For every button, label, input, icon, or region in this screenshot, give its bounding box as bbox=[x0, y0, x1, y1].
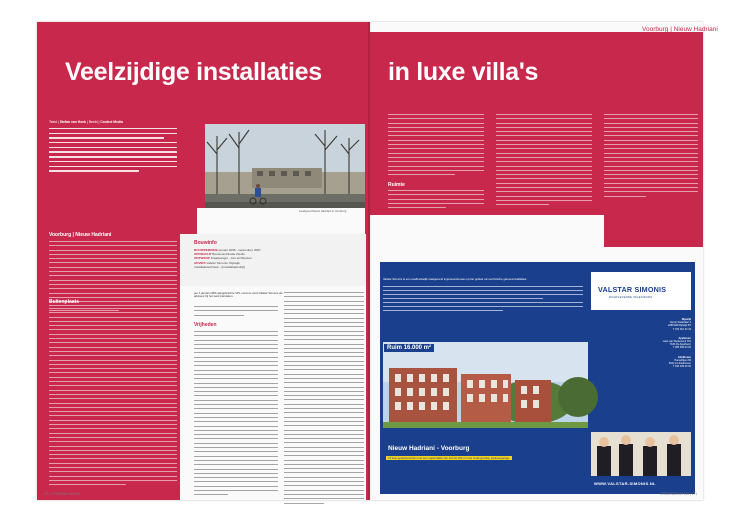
photo-caption: Landgoed Nieuw Hadriani in Voorburg bbox=[299, 209, 347, 213]
running-header: Voorburg | Nieuw Hadriani bbox=[642, 26, 718, 33]
website-url[interactable]: WWW.VALSTAR-SIMONIS.NL bbox=[594, 481, 656, 486]
ad-intro bbox=[383, 278, 583, 338]
title-right: in luxe villa's bbox=[388, 58, 539, 86]
ruimte-subhead: Ruimte bbox=[388, 182, 405, 188]
ad-yellow-strip: 74 luxe appartementen met een oppervlakte van 110 tot 200 m² met ondergrondse parkeergarage. bbox=[388, 456, 510, 460]
villa-render bbox=[383, 342, 588, 442]
mid-column-b bbox=[284, 292, 364, 507]
bouwinfo-row: OPDRACHT Bouwcombinatie Zwolle bbox=[194, 252, 245, 257]
lower-white-panel bbox=[180, 286, 366, 500]
corner-mark bbox=[41, 28, 49, 38]
office-rijswijk: Rijswijk Verrijn Stuartlaan 4 2288 EM Rijswijk ZH T 070 361 32 32 bbox=[667, 318, 691, 331]
company-logo bbox=[591, 272, 691, 310]
office-eindhoven: Eindhoven Hemelrijken 66 5612 LG Eindhoven T 040 239 00 00 bbox=[668, 355, 691, 369]
bouwinfo-row: ADVIES Valstar Simonis, Rijswijk bbox=[194, 260, 240, 265]
mid-text: per 1 januari 2006 aangebrachte VPL nummer werd Valstar Simonis als adviseur bij het werk betrokken. bbox=[194, 291, 283, 299]
mid-column-a bbox=[194, 306, 278, 319]
office-apeldoorn: Apeldoorn Laan van Westenenk 701 7334 DL Apeldoorn T 055 538 00 00 bbox=[662, 336, 691, 350]
credits: Tekst | Stefan van Hoek | Beeld | Control Media bbox=[49, 120, 123, 124]
magazine-spread bbox=[37, 22, 718, 500]
vrijheden-column bbox=[194, 331, 278, 499]
valstar-simonis-ad bbox=[380, 262, 695, 494]
vrijheden-subhead: Vrijheden bbox=[194, 322, 217, 328]
right-column-c bbox=[496, 114, 592, 209]
left-page bbox=[37, 22, 370, 500]
logo-wordmark: VALSTAR SIMONIS bbox=[598, 285, 667, 294]
bouwinfo-box bbox=[180, 234, 366, 286]
right-pink-block bbox=[604, 205, 703, 247]
bouwinfo-row: Installatietechniek - (Installatiebedrijf) bbox=[194, 264, 245, 269]
ad-intro-text: Valstar Simonis is een onafhankelijk raadgevend ingenieursbureau op het gebied van technische gebouwinstallaties. bbox=[383, 277, 528, 281]
right-column-a bbox=[388, 114, 484, 178]
folio-left: 170 | STEDENBOUW 616 bbox=[43, 492, 80, 496]
bouwinfo-title: Bouwinfo bbox=[194, 240, 217, 246]
ad-body-lines bbox=[383, 286, 583, 311]
right-page bbox=[370, 22, 718, 500]
buitenplaats-column bbox=[49, 308, 177, 488]
bouwinfo-row: ONTWERP Kraaijvanger - Jan architecten bbox=[194, 256, 252, 261]
spread-gutter bbox=[368, 22, 371, 500]
area-badge: Ruim 16.000 m² bbox=[384, 344, 434, 352]
bouwinfo-rows bbox=[194, 248, 261, 269]
ad-banner-title: Nieuw Hadriani - Voorburg bbox=[388, 445, 470, 452]
title-left: Veelzijdige installaties bbox=[65, 58, 322, 86]
logo-tagline: RAADGEVENDE INGENIEURS bbox=[609, 296, 653, 299]
bouwinfo-row: BOUWPERIODE januari 2006 - september 2007 bbox=[194, 248, 261, 252]
intro-subhead: Voorburg | Nieuw Hadriani bbox=[49, 232, 112, 238]
right-column-d bbox=[604, 114, 698, 200]
buitenplaats-subhead: Buitenplaats bbox=[49, 299, 80, 305]
folio-right: STEDENBOUW 616 | 171 bbox=[660, 492, 697, 496]
villa-photo bbox=[197, 124, 365, 234]
lead-paragraph bbox=[49, 128, 177, 175]
right-column-b bbox=[388, 190, 484, 211]
team-photo bbox=[591, 432, 691, 476]
office-addresses bbox=[636, 318, 691, 368]
